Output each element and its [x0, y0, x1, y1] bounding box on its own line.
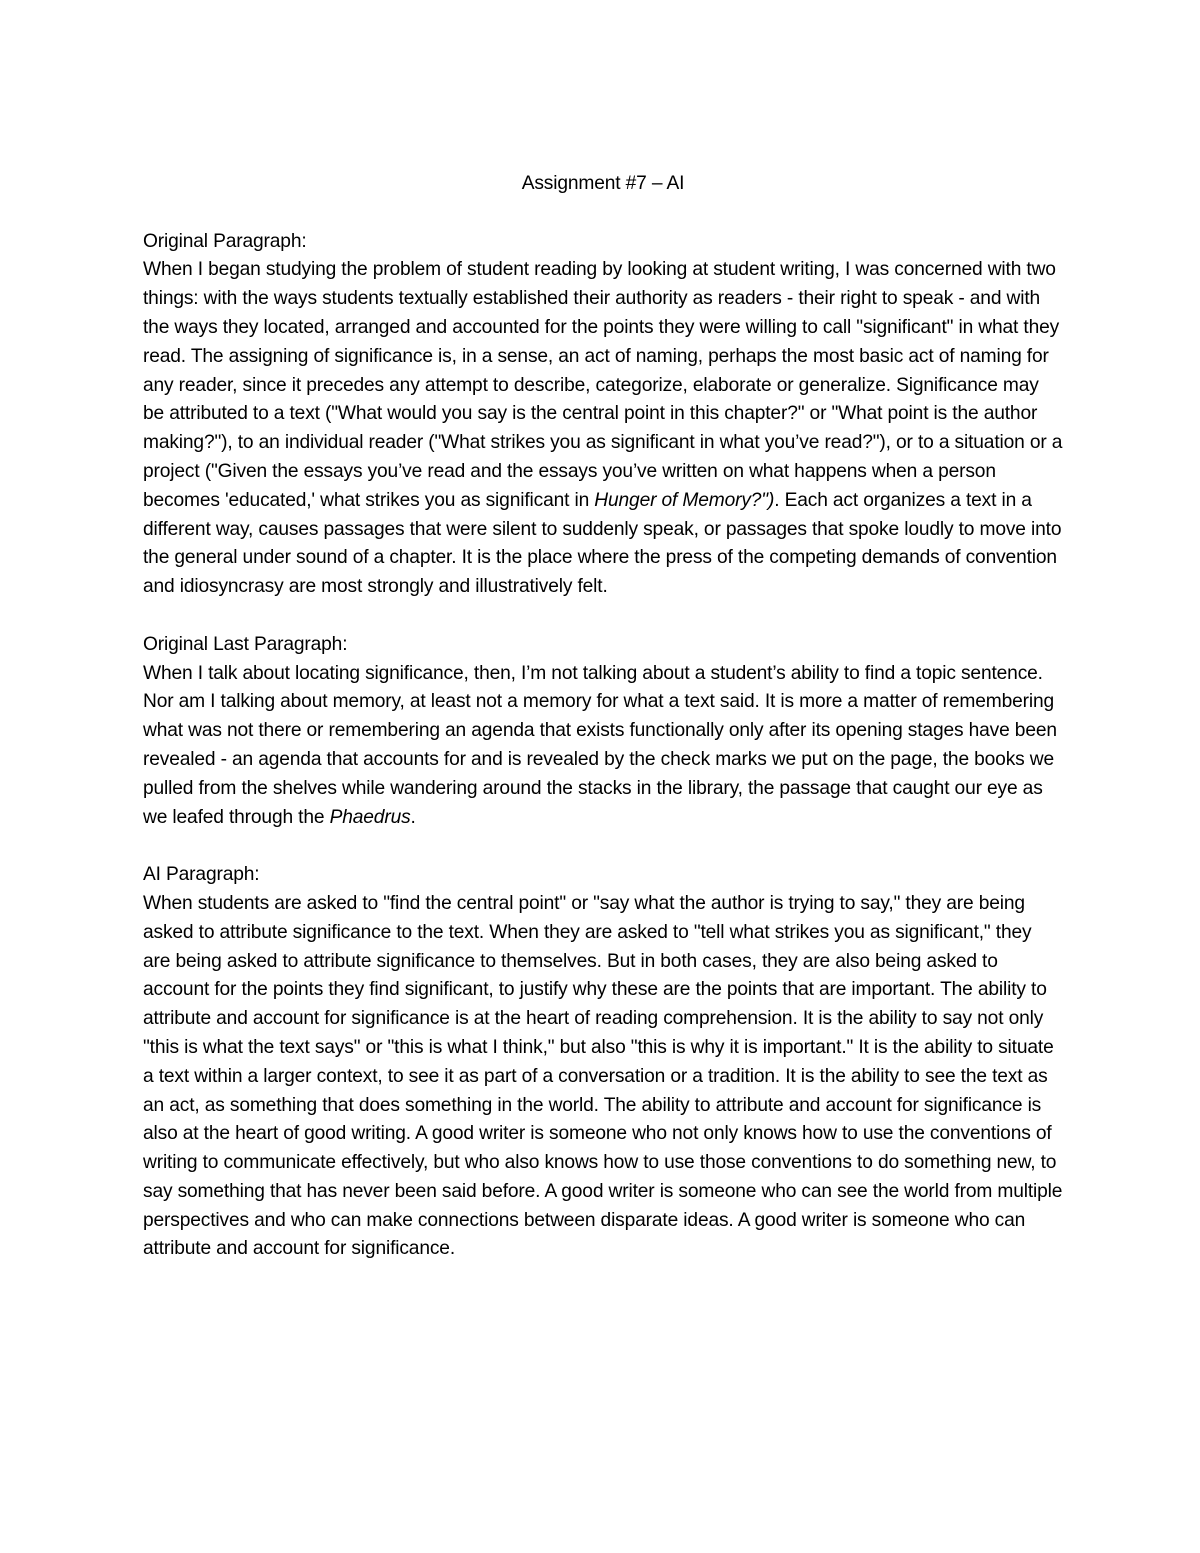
document-title: Assignment #7 – AI — [521, 173, 685, 194]
paragraph-text-end: . — [410, 806, 416, 828]
section-paragraph — [143, 660, 1063, 833]
paragraph-text: When I began studying the problem of student reading by looking at student writing, I was concerned with two things: with the ways students textually established their authority as readers - their right to speak - and with the ways they located, arranged and accounted for the points they were willing to call "significant" in what they read. The assigning of significance is, in a sense, an act of naming, perhaps the most basic act of naming for any reader, since it precedes any attempt to describe, categorize, elaborate or generalize. Significance may be attributed to a text ("What would you say is the central point in this chapter?" or "What point is the author making?"), to an individual reader ("What strikes you as significant in what you’ve read?"), or to a situation or a project ("Given the essays you’ve read and the essays you’ve written on what happens when a person becomes 'educated,' what strikes you as significant in — [143, 259, 1063, 511]
paragraph-italic-title: Phaedrus — [329, 806, 411, 828]
section-heading: AI Paragraph: — [143, 864, 260, 886]
section-ai-paragraph — [143, 861, 1063, 1264]
section-original-last-paragraph — [143, 631, 1063, 833]
document-body — [143, 170, 1063, 1293]
section-heading: Original Paragraph: — [143, 230, 307, 252]
paragraph-italic-title: Hunger of Memory?") — [594, 489, 775, 511]
section-original-paragraph — [143, 228, 1063, 602]
section-paragraph — [143, 256, 1063, 602]
paragraph-text-end: . Each act organizes a text in a different way, causes passages that were silent to suddenly speak, or passages that spoke loudly to move into the general under sound of a chapter. It is the place where the press of the competing demands of convention and idiosyncrasy are most strongly and illustratively felt. — [143, 489, 1062, 598]
paragraph-text: When students are asked to "find the central point" or "say what the author is trying to say," they are being asked to attribute significance to the text. When they are asked to "tell what strikes you as significant," they are being asked to attribute significance to themselves. But in both cases, they are also being asked to account for the points they find significant, to justify why these are the points that are important. The ability to attribute and account for significance is at the heart of reading comprehension. It is the ability to say not only "this is what the text says" or "this is what I think," but also "this is why it is important." It is the ability to situate a text within a larger context, to see it as part of a conversation or a tradition. It is the ability to see the text as an act, as something that does something in the world. The ability to attribute and account for significance is also at the heart of good writing. A good writer is someone who not only knows how to use the conventions of writing to communicate effectively, but who also knows how to use those conventions to do something new, to say something that has never been said before. A good writer is someone who can see the world from multiple perspectives and who can make connections between disparate ideas. A good writer is someone who can attribute and account for significance. — [143, 892, 1063, 1260]
paragraph-text: When I talk about locating significance, then, I’m not talking about a student’s ability to find a topic sentence. Nor am I talking about memory, at least not a memory for what a text said. It is more a matter of remembering what was not there or remembering an agenda that exists functionally only after its opening stages have been revealed - an agenda that accounts for and is revealed by the check marks we put on the page, the books we pulled from the shelves while wandering around the stacks in the library, the passage that caught our eye as we leafed through the — [143, 662, 1057, 828]
section-heading: Original Last Paragraph: — [143, 633, 348, 655]
section-paragraph — [143, 890, 1063, 1264]
